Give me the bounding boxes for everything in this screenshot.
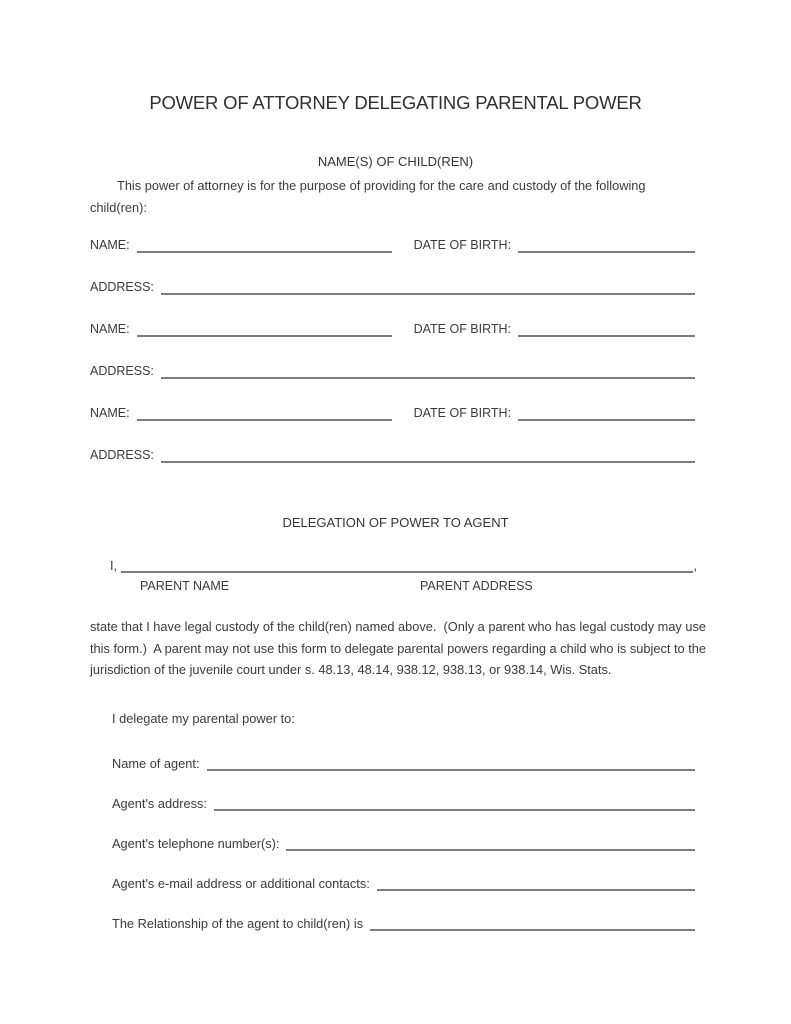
- parent-address-caption: PARENT ADDRESS: [420, 579, 533, 593]
- child-1-address-input-line[interactable]: [161, 278, 695, 295]
- agent-address-row: [112, 794, 695, 811]
- child-1-name-row: [90, 236, 695, 253]
- child-3-address-row: [90, 446, 695, 463]
- custody-statement-paragraph: state that I have legal custody of the child(ren) named above. (Only a parent who has legal custody may use this form.) A parent may not use this form to delegate parental powers regarding a child who is subject to the jurisdiction of the juvenile court under s. 48.13, 48.14, 938.12, 938.13, or 938.14, Wis. Stats.: [90, 619, 710, 677]
- child-3-dob-group: [414, 404, 695, 421]
- child-2-name-label: NAME:: [90, 322, 130, 336]
- child-2-dob-input-line[interactable]: [518, 320, 695, 337]
- child-2-name-row: [90, 320, 695, 337]
- child-3-dob-input-line[interactable]: [518, 404, 695, 421]
- child-2-address-label: ADDRESS:: [90, 364, 154, 378]
- form-title: POWER OF ATTORNEY DELEGATING PARENTAL POWER: [149, 92, 642, 113]
- agent-telephone-row: [112, 834, 695, 851]
- parent-declaration-row: [110, 556, 697, 573]
- parent-name-address-input-line[interactable]: [121, 556, 693, 573]
- child-2-address-row: [90, 362, 695, 379]
- agent-email-input-line[interactable]: [377, 874, 695, 891]
- agent-telephone-label: Agent's telephone number(s):: [112, 836, 280, 851]
- child-1-name-label: NAME:: [90, 238, 130, 252]
- child-2-name-input-line[interactable]: [137, 320, 392, 337]
- agent-address-label: Agent's address:: [112, 796, 207, 811]
- child-1-name-input-line[interactable]: [137, 236, 392, 253]
- delegate-intro-line: I delegate my parental power to:: [112, 711, 295, 726]
- child-3-name-row: [90, 404, 695, 421]
- child-3-dob-label: DATE OF BIRTH:: [413, 406, 512, 420]
- agent-name-row: [112, 754, 695, 771]
- agent-address-input-line[interactable]: [214, 794, 695, 811]
- child-2-address-input-line[interactable]: [161, 362, 695, 379]
- agent-email-row: [112, 874, 695, 891]
- children-section-header: NAME(S) OF CHILD(REN): [317, 154, 474, 169]
- agent-telephone-input-line[interactable]: [286, 834, 695, 851]
- child-2-dob-group: [414, 320, 695, 337]
- child-3-name-label: NAME:: [90, 406, 130, 420]
- children-fields: [90, 236, 695, 488]
- child-1-dob-group: [414, 236, 695, 253]
- child-1-dob-input-line[interactable]: [518, 236, 695, 253]
- parent-name-caption: PARENT NAME: [140, 579, 230, 593]
- child-1-address-label: ADDRESS:: [90, 280, 154, 294]
- agent-name-label: Name of agent:: [112, 756, 200, 771]
- children-intro-paragraph: This power of attorney is for the purpose of providing for the care and custody of the following child(ren):: [90, 178, 650, 215]
- agent-relationship-row: [112, 914, 695, 931]
- child-3-address-input-line[interactable]: [161, 446, 695, 463]
- child-1-address-row: [90, 278, 695, 295]
- child-3-address-label: ADDRESS:: [90, 448, 154, 462]
- agent-email-label: Agent's e-mail address or additional contacts:: [112, 876, 370, 891]
- i-prefix-label: I,: [110, 558, 118, 573]
- trailing-comma: ,: [693, 558, 697, 573]
- child-3-name-input-line[interactable]: [137, 404, 392, 421]
- parent-line-captions: [90, 579, 695, 595]
- agent-relationship-label: The Relationship of the agent to child(ren) is: [112, 916, 364, 931]
- child-1-dob-label: DATE OF BIRTH:: [413, 238, 512, 252]
- child-2-dob-label: DATE OF BIRTH:: [413, 322, 512, 336]
- agent-fields: [112, 754, 695, 954]
- agent-relationship-input-line[interactable]: [370, 914, 695, 931]
- agent-name-input-line[interactable]: [207, 754, 696, 771]
- delegation-section-header: DELEGATION OF POWER TO AGENT: [282, 515, 509, 530]
